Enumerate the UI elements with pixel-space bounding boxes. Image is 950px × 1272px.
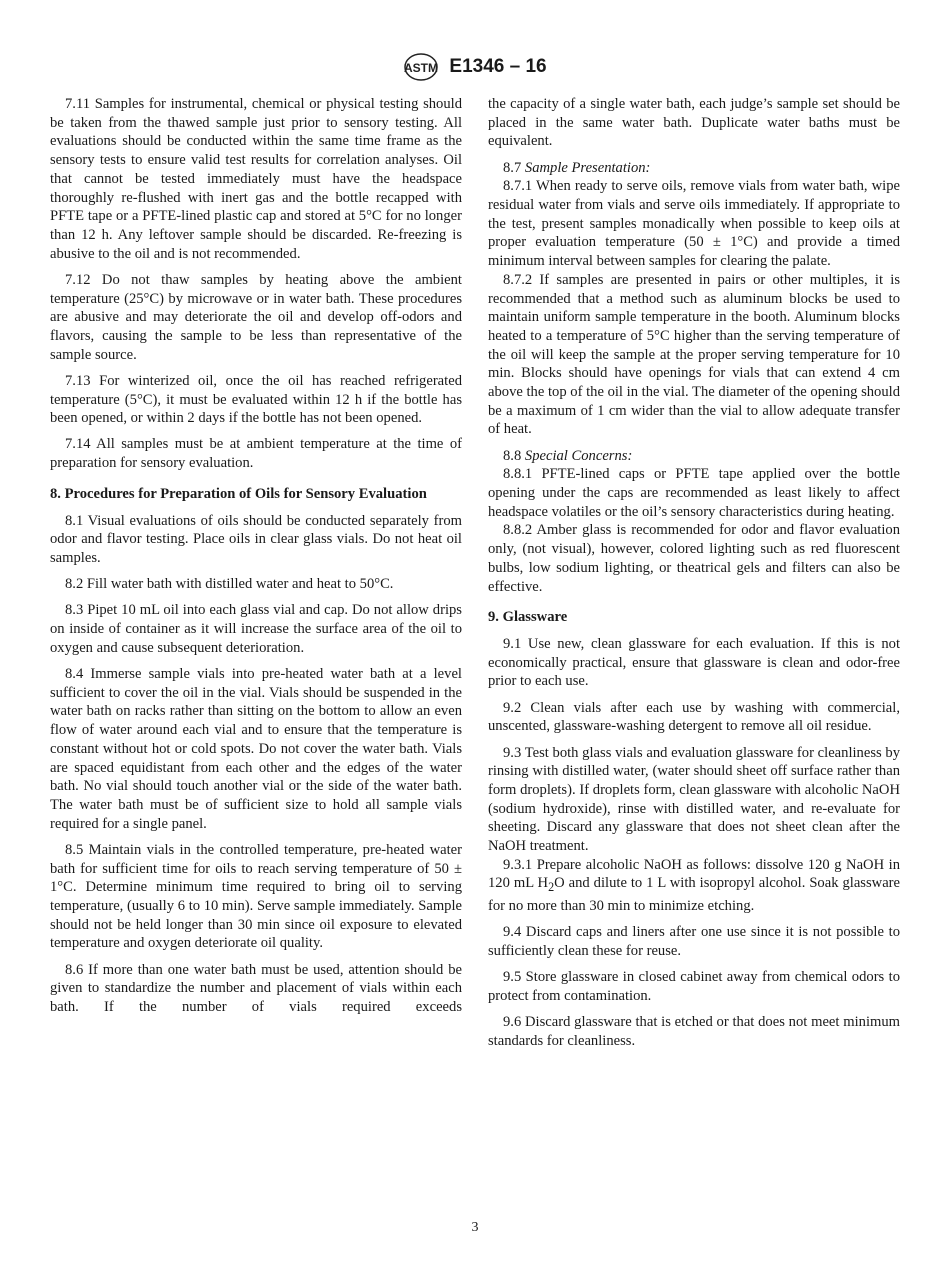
paragraph-7-13: 7.13 For winterized oil, once the oil has reached refrigerated temperature (5°C), it must be evaluated within 12 h if the bottle has been opened, or within 2 days if the bottle has not been opened. [50,372,462,427]
paragraph-9-1: 9.1 Use new, clean glassware for each evaluation. If this is not economically practical, ensure that glassware is clean and odor-free prior to each use. [488,635,900,690]
subsection-title: Sample Presentation: [524,159,651,176]
paragraph-9-5: 9.5 Store glassware in closed cabinet away from chemical odors to protect from contamination. [488,969,900,1004]
section-8-heading: 8. Procedures for Preparation of Oils for Sensory Evaluation [50,485,427,502]
paragraph-9-6: 9.6 Discard glassware that is etched or that does not meet minimum standards for cleanliness. [488,1014,900,1049]
paragraph-9-3: 9.3 Test both glass vials and evaluation glassware for cleanliness by rinsing with distilled water, (water should sheet off surface rather than form droplets). If droplets form, clean glassware with alcoholic NaOH (sodium hydroxide), rinse with distilled water, and re-evaluate for sheeting. Discard any glassware that does not sheet clean after the NaOH treatment. [488,744,900,855]
paragraph-8-7 [488,159,900,178]
paragraph-7-14: 7.14 All samples must be at ambient temperature at the time of preparation for sensory evaluation. [50,436,462,472]
paragraph-8-3: 8.3 Pipet 10 mL oil into each glass vial and cap. Do not allow drips on inside of container as it will increase the surface area of the oil to oxygen and cause subsequent deterioration. [50,602,462,656]
paragraph-9-4: 9.4 Discard caps and liners after one use since it is not possible to sufficiently clean these for reuse. [488,924,900,959]
paragraph-8-4: 8.4 Immerse sample vials into pre-heated water bath at a level sufficient to cover the oil in the vial. Vials should be suspended in the water bath on racks rather than sitting on the bottom to allow an even flow of water around each vial and to ensure that the temperature is constant without hot or cold spots. Do not cover the water bath. Vials are spaced equidistant from each other and the edges of the water bath. No vial should touch another vial or the side of the water bath. The water bath must be of sufficient size to hold all sample vials required for a single panel. [50,665,462,832]
text-run: O and dilute to 1 L with isopropyl alcohol. Soak glassware for no more than 30 min to minimize etching. [488,875,901,915]
right-column [488,95,900,1058]
paragraph-8-6-continued: the capacity of a single water bath, each judge’s sample set should be placed in the same water bath. Duplicate water baths must be equivalent. [488,96,900,150]
paragraph-8-5: 8.5 Maintain vials in the controlled temperature, pre-heated water bath for sufficient time for oils to reach serving temperature of 50 ± 1°C. Determine minimum time required to bring oil to serving temperature, (usually 6 to 10 min). Serve sample immediately. Sample should not be held longer than 30 min since oil exposure to elevated temperature and oxygen deteriorate oil quality. [50,841,462,952]
paragraph-8-2: 8.2 Fill water bath with distilled water and heat to 50°C. [65,576,394,593]
left-column [50,95,462,1024]
paragraph-8-6: 8.6 If more than one water bath must be used, attention should be given to standardize the number and placement of vials within each bath. If the number of vials required exceeds [50,961,462,1015]
paragraph-8-7-2: 8.7.2 If samples are presented in pairs or other multiples, it is recommended that a method such as aluminum blocks be used to maintain uniform sample temperature in the booth. Aluminum blocks heated to a temperature of 5°C higher than the serving temperature of the oil will keep the sample at the proper serving temperature for 10 min. Blocks should have openings for vials that can extend 4 cm above the top of the oil in the vial. The diameter of the opening should be a maximum of 1 cm wider than the vial to allow adequate transfer of heat. [488,271,900,438]
section-9-heading: 9. Glassware [488,609,568,626]
paragraph-8-1: 8.1 Visual evaluations of oils should be conducted separately from odor and flavor testing. Place oils in clear glass vials. Do not heat oil samples. [50,512,462,566]
section-number: 8.8 [503,447,522,464]
paragraph-7-12: 7.12 Do not thaw samples by heating above the ambient temperature (25°C) by microwave or in water bath. These procedures are abusive and may deteriorate the oil and develop off-odors and flavors, causing the sample to be less than representative of the sample source. [50,271,462,363]
paragraph-7-11: 7.11 Samples for instrumental, chemical or physical testing should be taken from the thawed sample just prior to sensory testing. All evaluations should be conducted within the same time frame as the sensory tests to ensure valid test results for correlation analyses. Oil that cannot be tested immediately must have the headspace thoroughly re-flushed with inert gas and the bottle recapped with PFTE tape or a PFTE-lined plastic cap and stored at 5°C for no longer than 12 h. Any leftover sample should be discarded. Re-freezing is abusive to the oil and is not recommended. [50,96,462,262]
paragraph-9-3-1 [488,856,900,916]
svg-text:ASTM: ASTM [404,61,439,75]
page-number: 3 [471,1220,479,1235]
paragraph-8-8-2: 8.8.2 Amber glass is recommended for odor and flavor evaluation only, (not visual), however, colored lighting such as red fluorescent bulbs, low sodium lighting, or theatrical gels and filters can also be effective. [488,522,900,595]
subscript: 2 [548,880,555,895]
page-header [0,52,950,82]
paragraph-8-8 [488,447,900,466]
text-run: 9.3.1 Prepare alcoholic NaOH as follows: dissolve 120 g NaOH in 120 mL H [488,856,900,892]
standard-designation: E1346 – 16 [449,56,547,77]
paragraph-8-7-1: 8.7.1 When ready to serve oils, remove vials from water bath, wipe residual water from vials and serve oils immediately. If appropriate to the test, present samples monadically when possible to keep oils at proper evaluation temperature (50 ± 1°C) and provide a timed minimum interval between samples for clearing the palate. [488,178,900,270]
paragraph-9-2: 9.2 Clean vials after each use by washing with commercial, unscented, glassware-washing detergent to remove all oil residue. [488,699,900,735]
section-number: 8.7 [503,159,522,176]
astm-logo-icon [403,52,439,82]
paragraph-8-8-1: 8.8.1 PFTE-lined caps or PFTE tape applied over the bottle opening under the caps are recommended as least likely to affect headspace volatiles or the oil’s sensory characteristics during heating. [488,466,900,520]
subsection-title: Special Concerns: [524,447,633,464]
